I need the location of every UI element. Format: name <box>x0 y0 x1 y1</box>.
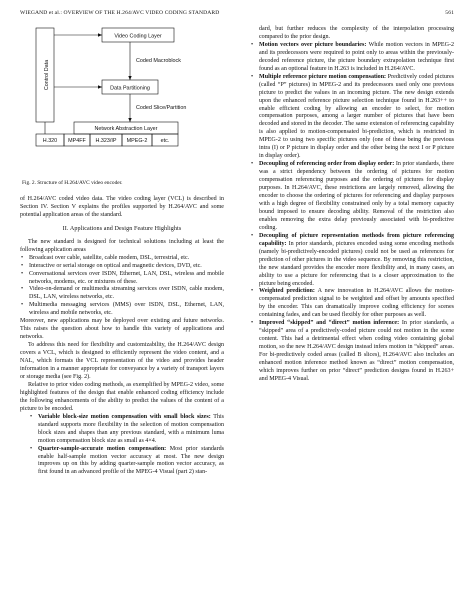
feature-text: Most prior standards enable half-sample motion vector accuracy at most. The new design improves up on this by adding quarter-sample motion vector accuracy, as first found in an advanced profile of the MPEG-4 Visual (part 2) stan- <box>38 445 224 476</box>
running-title: WIEGAND et al.: OVERVIEW OF THE H.264/AVC VIDEO CODING STANDARD <box>20 10 220 16</box>
transport-mp4ff: MP4FF <box>68 138 86 144</box>
list-item <box>250 161 454 233</box>
section-heading: II. Applications and Design Feature Highlights <box>62 225 182 232</box>
paragraph: The new standard is designed for technical solutions including at least the following application areas <box>20 238 224 253</box>
right-column <box>250 26 454 384</box>
paragraph: of H.264/AVC coded video data. The video coding layer (VCL) is described in Section IV. Section V explains the profiles supported by H.264/AVC and some potential application areas of the standard. <box>20 195 224 218</box>
feature-text: This standard supports more flexibility in the selection of motion compensation block sizes and shapes than any previous standard, with a minimum luma motion compensation block size as small as 4×4. <box>38 413 225 444</box>
page-header <box>20 10 454 20</box>
list-item <box>250 74 454 161</box>
transport-h323: H.323/IP <box>95 138 117 144</box>
feature-text: In prior standards, pictures encoded using some encoding methods (namely bi-predictively-encoded pictures) could not be used as references for prediction of other pictures in the video sequence. By removing this restriction, the new standard provides the encoder more flexibility and, in many cases, an ability to use a picture for referencing that is a closer approximation to the picture being encoded. <box>259 240 455 287</box>
list-item: • Video-on-demand or multimedia streaming services over ISDN, cable modem, DSL, LAN, wireless networks, etc. <box>20 286 224 302</box>
feature-title: Variable block-size motion compensation with small block sizes: <box>38 413 211 420</box>
paragraph: To address this need for flexibility and customizability, the H.264/AVC design covers a VCL, which is designed to efficiently represent the video content, and a NAL, which formats the VCL representation of the video and provides header information in a manner appropriate for conveyance by a variety of transport layers or storage media (see Fig. 2). <box>20 342 224 380</box>
feature-title: Quarter-sample-accurate motion compensation: <box>38 445 167 452</box>
control-data-label: Control Data <box>44 59 50 91</box>
feature-list <box>250 26 454 384</box>
list-item-continued <box>250 26 454 42</box>
vcl-label: Video Coding Layer <box>114 33 162 40</box>
list-item <box>29 414 224 446</box>
feature-title: Motion vectors over picture boundaries: <box>259 41 367 48</box>
list-item <box>250 233 454 289</box>
list-item: • Interactive or serial storage on optical and magnetic devices, DVD, etc. <box>20 263 224 271</box>
paragraph: Relative to prior video coding methods, as exemplified by MPEG-2 video, some highlighted features of the design that enable enhanced coding efficiency include the following enhancements of the ability to predict the values of the content of a picture to be encoded. <box>20 381 224 412</box>
nal-label: Network Abstraction Layer <box>94 126 158 132</box>
transport-etc: etc. <box>160 138 170 144</box>
feature-title: Improved “skipped” and “direct” motion inference: <box>259 320 400 327</box>
paragraph: Moreover, new applications may be deployed over existing and future networks. This raises the question about how to handle this variety of applications and networks. <box>20 318 224 341</box>
feature-title: Decoupling of picture representation methods from picture referencing capability: <box>259 232 454 247</box>
list-item: • Multimedia messaging services (MMS) over ISDN, DSL, Ethernet, LAN, wireless and mobile networks, etc. <box>20 302 224 318</box>
feature-title: Decoupling of referencing order from display order: <box>259 161 395 168</box>
list-item <box>29 446 224 478</box>
list-item: • Conversational services over ISDN, Ethernet, LAN, DSL, wireless and mobile networks, modems, etc. or mixtures of these. <box>20 271 224 287</box>
feature-text: A new innovation in H.264/AVC allows the motion-compensated prediction signal to be weighted and offset by amounts specified by the encoder. This can dramatically improve coding efficiency for scenes containing fades, and can be used flexibly for other purposes as well. <box>259 288 454 319</box>
transport-mpeg2: MPEG-2 <box>126 138 148 144</box>
application-list <box>20 255 224 319</box>
feature-list <box>20 414 224 478</box>
left-column <box>20 26 224 477</box>
list-item <box>250 320 454 384</box>
feature-text: In prior standards, a “skipped” area of a predictively-coded picture could not motion in the scene content. This had a detrimental effect when coding video containing global motion, so the new H.264/AVC design instead infers motion in “skipped” areas. For bi-predictively coded areas (called B slices), H.264/AVC also includes an enhanced motion inference method known as “direct” motion compensation, which improves further on prior “direct” prediction designs found in H.263+ and MPEG-4 Visual. <box>259 320 454 382</box>
transport-h320: H.320 <box>42 138 58 144</box>
feature-text: Predictively coded pictures (called “P” pictures) in MPEG-2 and its predecessors used only one previous picture to predict the values in an incoming picture. The new design extends upon the enhanced reference picture selection technique found in H.263++ to enable efficient coding by allowing an encoder to select, for motion compensation purposes, among a larger number of pictures that have been decoded and stored in the decoder. The same extension of referencing capability is also applied to motion-compensated bi-prediction, which is restricted in MPEG-2 to using two specific pictures only (one of these being the previous intra (I) or P picture in display order and the other being the next I or P picture in display order). <box>259 73 455 160</box>
feature-text: dard, but further reduces the complexity of the interpolation processing compared to the prior design. <box>259 26 454 40</box>
list-item <box>250 42 454 74</box>
coded-slice-label: Coded Slice/Partition <box>136 105 187 111</box>
data-partitioning-label: Data Partitioning <box>110 85 150 92</box>
list-item <box>250 288 454 320</box>
coded-macroblock-label: Coded Macroblock <box>136 58 181 64</box>
feature-title: Multiple reference picture motion compensation: <box>259 73 387 80</box>
page-number: 561 <box>445 10 454 16</box>
feature-text: While motion vectors in MPEG-2 and its predecessors were required to point only to areas within the previously-decoded reference picture, the picture boundary extrapolation technique first found as an optional feature in H.263 is included in H.264/AVC. <box>259 41 454 72</box>
figure-2 <box>20 26 224 174</box>
list-item: • Broadcast over cable, satellite, cable modem, DSL, terrestrial, etc. <box>20 255 224 263</box>
figure-caption: Fig. 2. Structure of H.264/AVC video encoder. <box>22 180 123 186</box>
feature-title: Weighted prediction: <box>259 288 315 295</box>
encoder-structure-diagram <box>20 26 224 174</box>
feature-text: In prior standards, there was a strict dependency between the ordering of pictures for motion compensation referencing purposes and the ordering of pictures for display purposes. In H.264/AVC, these restrictions are largely removed, allowing the encoder to choose the ordering of pictures for referencing and display purposes with a high degree of flexibility constrained only by a total memory capacity bound imposed to ensure decoding ability. Removal of the restriction also enables removing the extra delay previously associated with bi-predictive coding. <box>259 161 454 231</box>
